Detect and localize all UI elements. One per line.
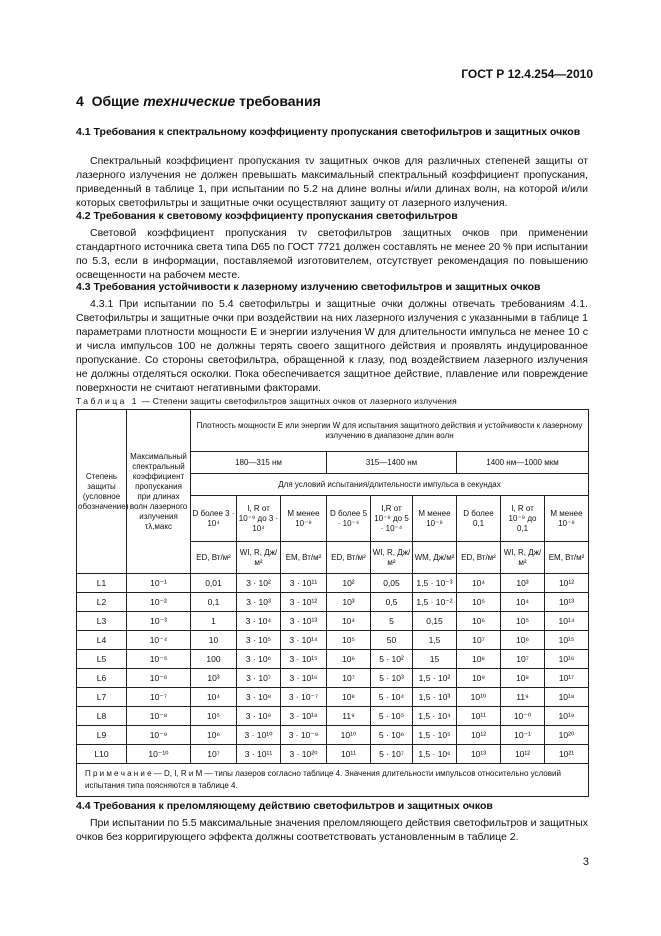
table-cell: 3 · 10¹³ [281, 612, 327, 631]
mode-cell: I, R от 10⁻⁹ до 0,1 [501, 496, 545, 542]
table-cell: 10¹⁵ [545, 631, 589, 650]
table-cell: 10⁻⁵ [127, 650, 191, 669]
table-cell: 11⁹ [327, 707, 371, 726]
table-cell: 3 · 10⁵ [237, 631, 281, 650]
table-cell: 10¹⁰ [327, 726, 371, 745]
table-caption-text: — Степени защиты светофильтров защитных очков от лазерного излучения [138, 396, 457, 406]
table-cell: 3 · 10¹⁰ [237, 726, 281, 745]
table-cell: 3 · 10⁻⁷ [281, 688, 327, 707]
table-cell: 10³ [327, 593, 371, 612]
table-cell: 1,5 [413, 631, 457, 650]
table-cell: 10⁻¹ [501, 726, 545, 745]
document-code: ГОСТ Р 12.4.254—2010 [461, 67, 593, 81]
table-cell: 5 [371, 612, 413, 631]
table-cell: 10¹¹ [457, 707, 501, 726]
unit-cell: WI, R, Дж/м² [237, 542, 281, 574]
mode-cell: D более 3 · 10⁴ [191, 496, 237, 542]
section-title-c: требования [239, 93, 321, 109]
unit-cell: ED, Вт/м² [191, 542, 237, 574]
table-cell: 10⁵ [501, 612, 545, 631]
row-degree-cell: L8 [77, 707, 127, 726]
table-cell: 3 · 10⁻⁹ [281, 726, 327, 745]
table-cell: 3 · 10² [237, 574, 281, 593]
section-title-a: Общие [91, 93, 140, 109]
table-cell: 10²⁰ [545, 726, 589, 745]
table-cell: 5 · 10⁷ [371, 745, 413, 764]
heading-4-1: 4.1 Требования к спектральному коэффициенту пропускания светофильтров и защитных очков [76, 126, 581, 138]
table-cell: 10¹² [545, 574, 589, 593]
unit-cell: EM, Вт/м² [545, 542, 589, 574]
unit-cell: ED, Вт/м² [327, 542, 371, 574]
header-max-transmission: Максимальный спектральный коэффициент пропускания при длинах волн лазерного излучения τλ,макс [127, 410, 191, 574]
table-cell: 10⁴ [191, 688, 237, 707]
table-cell: 10⁹ [457, 669, 501, 688]
table-cell: 10¹⁶ [545, 650, 589, 669]
table-cell: 10⁻⁴ [127, 631, 191, 650]
table-cell: 10²¹ [545, 745, 589, 764]
section-heading [76, 93, 321, 109]
heading-4-3: 4.3 Требования устойчивости к лазерному излучению светофильтров и защитных очков [76, 281, 541, 293]
paragraph-4-4: При испытании по 5.5 максимальные значения преломляющего действия светофильтров и защитных очков без корригирующего эффекта должны соответствовать установленным в таблице 2. [76, 817, 588, 843]
table-cell: 10⁴ [501, 593, 545, 612]
table-cell: 15 [413, 650, 457, 669]
table-cell: 10⁴ [457, 574, 501, 593]
table-cell: 10⁸ [457, 650, 501, 669]
table-cell: 5 · 10⁴ [371, 688, 413, 707]
table-cell: 10⁻⁶ [127, 669, 191, 688]
table-cell: 10⁶ [327, 650, 371, 669]
table-cell: 10⁷ [191, 745, 237, 764]
table-caption-label: Таблица 1 [76, 396, 139, 406]
heading-4-2: 4.2 Требования к световому коэффициенту пропускания светофильтров [76, 210, 458, 222]
table-cell: 10¹⁸ [545, 688, 589, 707]
table-cell: 0,15 [413, 612, 457, 631]
table-cell: 10¹² [457, 726, 501, 745]
table-cell: 10⁷ [327, 669, 371, 688]
table-cell: 10² [327, 574, 371, 593]
table-cell: 10¹³ [545, 593, 589, 612]
protection-degree-table [76, 409, 589, 797]
table-cell: 3 · 10¹⁸ [281, 707, 327, 726]
table-cell: 1 [191, 612, 237, 631]
table-cell: 3 · 10⁴ [237, 612, 281, 631]
table-row [77, 726, 589, 745]
table-cell: 0,01 [191, 574, 237, 593]
row-degree-cell: L5 [77, 650, 127, 669]
table-cell: 10⁸ [501, 669, 545, 688]
paragraph-4-3-1: 4.3.1 При испытании по 5.4 светофильтры и защитные очки должны отвечать требованиям 4.1. Светофильтры и защитные очки при воздействии на них лазерного излучения с указанными в таблице 1 параметрами плотности мощности E и энергии излучения W для длительности импульса не менее 10 с и числа импульсов 100 не должны терять своего защитного действия и проявлять индуцированное пропускание. Со стороны светофильтра, обращенной к глазу, под воздействием лазерного излучения не должны отделяться осколки. Пока обеспечивается защитное действие, плавление или повреждение поверхности не считают негативными факторами. [76, 298, 588, 394]
table-cell: 10⁶ [191, 726, 237, 745]
table-cell: 1,5 · 10⁴ [413, 707, 457, 726]
table-cell: 0,1 [191, 593, 237, 612]
row-degree-cell: L4 [77, 631, 127, 650]
table-cell: 10⁵ [191, 707, 237, 726]
table-cell: 10⁻¹⁰ [127, 745, 191, 764]
table-cell: 10⁻¹ [127, 574, 191, 593]
header-density: Плотность мощности E или энергии W для испытания защитного действия и устойчивости к лазерному излучению в диапазоне длин волн [191, 410, 589, 452]
table-cell: 10¹¹ [327, 745, 371, 764]
table-cell: 3 · 10¹² [281, 593, 327, 612]
section-title-b: технические [143, 93, 236, 109]
table-cell: 3 · 10¹⁶ [281, 669, 327, 688]
table-body [77, 574, 589, 764]
table-cell: 3 · 10¹¹ [237, 745, 281, 764]
range-ir: 1400 нм—1000 мкм [457, 452, 589, 474]
table-cell: 3 · 10⁹ [237, 707, 281, 726]
table-cell: 0,05 [371, 574, 413, 593]
table-cell: 10⁴ [327, 612, 371, 631]
table-cell: 10⁶ [501, 631, 545, 650]
paragraph-4-2: Световой коэффициент пропускания τν светофильтров защитных очков при применении стандартного источника света типа D65 по ГОСТ 7721 должен составлять не менее 20 % при испытании по 5.3, если в информации, поставляемой изготовителем, отсутствует рекомендация по повышению освещенности на рабочем месте. [76, 227, 588, 281]
table-cell: 5 · 10³ [371, 669, 413, 688]
table-cell: 5 · 10⁶ [371, 726, 413, 745]
table-cell: 5 · 10² [371, 650, 413, 669]
header-degree: Степень защиты (условное обозначение) [77, 410, 127, 574]
row-degree-cell: L3 [77, 612, 127, 631]
table-row [77, 650, 589, 669]
table-cell: 10⁷ [457, 631, 501, 650]
unit-cell: EM, Вт/м² [281, 542, 327, 574]
row-degree-cell: L9 [77, 726, 127, 745]
table-cell: 10¹⁰ [457, 688, 501, 707]
mode-cell: D более 0,1 [457, 496, 501, 542]
unit-cell: WI, R, Дж/м² [501, 542, 545, 574]
table-caption [76, 396, 457, 406]
table-row [77, 707, 589, 726]
table-cell: 3 · 10¹⁴ [281, 631, 327, 650]
table-cell: 10⁻⁰ [501, 707, 545, 726]
row-degree-cell: L10 [77, 745, 127, 764]
table-row [77, 688, 589, 707]
table-cell: 1,5 · 10⁶ [413, 745, 457, 764]
table-cell: 3 · 10¹¹ [281, 574, 327, 593]
table-cell: 10¹⁴ [545, 612, 589, 631]
table-cell: 10⁸ [327, 688, 371, 707]
table-cell: 3 · 10²⁰ [281, 745, 327, 764]
table-row [77, 593, 589, 612]
table-cell: 5 · 10⁵ [371, 707, 413, 726]
table-row [77, 745, 589, 764]
table-cell: 3 · 10⁶ [237, 650, 281, 669]
table-cell: 10³ [191, 669, 237, 688]
table-cell: 11⁹ [501, 688, 545, 707]
mode-cell: D более 5 · 10⁻⁴ [327, 496, 371, 542]
table-cell: 10⁵ [327, 631, 371, 650]
table-cell: 10⁵ [457, 593, 501, 612]
table-row [77, 631, 589, 650]
table-cell: 3 · 10³ [237, 593, 281, 612]
mode-cell: M менее 10⁻⁹ [545, 496, 589, 542]
mode-cell: I,R от 10⁻⁹ до 5 · 10⁻⁴ [371, 496, 413, 542]
mode-cell: M менее 10⁻⁹ [413, 496, 457, 542]
table-cell: 10⁻⁷ [127, 688, 191, 707]
table-cell: 10³ [501, 574, 545, 593]
table-cell: 10⁻⁸ [127, 707, 191, 726]
table-cell: 10⁻³ [127, 612, 191, 631]
unit-cell: WM, Дж/м² [413, 542, 457, 574]
paragraph-4-1: Спектральный коэффициент пропускания τν защитных очков для различных степеней защиты от лазерного излучения не должен превышать максимальный спектральный коэффициент пропускания, приведенный в таблице 1, при испытании по 5.2 на длине волны и/или длинах волн, на которой и/или которых светофильтры и защитные очки осуществляют защиту от лазерного излучения. [76, 155, 588, 209]
unit-cell: ED, Вт/м² [457, 542, 501, 574]
row-degree-cell: L6 [77, 669, 127, 688]
range-vis-nir: 315—1400 нм [327, 452, 457, 474]
table-note: П р и м е ч а н и е — D, I, R и M — типы лазеров согласно таблице 4. Значения длительности импульсов относительно условий испытания типа поясняются в таблице 4. [77, 764, 589, 797]
mode-cell: M менее 10⁻⁹ [281, 496, 327, 542]
table-cell: 3 · 10¹⁵ [281, 650, 327, 669]
table-cell: 10⁷ [501, 650, 545, 669]
table-cell: 10⁻⁹ [127, 726, 191, 745]
table-cell: 100 [191, 650, 237, 669]
row-degree-cell: L2 [77, 593, 127, 612]
table-cell: 10¹² [501, 745, 545, 764]
table-row [77, 612, 589, 631]
header-conditions: Для условий испытания/длительности импульса в секундах [191, 474, 589, 496]
section-number: 4 [76, 93, 84, 109]
table-cell: 10 [191, 631, 237, 650]
table-cell: 10¹⁹ [545, 707, 589, 726]
table-row [77, 669, 589, 688]
table-cell: 10⁶ [457, 612, 501, 631]
row-degree-cell: L1 [77, 574, 127, 593]
table-cell: 0,5 [371, 593, 413, 612]
table-cell: 1,5 · 10³ [413, 688, 457, 707]
table-cell: 10¹³ [457, 745, 501, 764]
row-degree-cell: L7 [77, 688, 127, 707]
table-cell: 1,5 · 10⁵ [413, 726, 457, 745]
table-cell: 1,5 · 10⁻² [413, 593, 457, 612]
table-cell: 50 [371, 631, 413, 650]
page-number: 3 [582, 856, 589, 868]
unit-cell: WI, R, Дж/м² [371, 542, 413, 574]
table-cell: 1,5 · 10⁻³ [413, 574, 457, 593]
table-cell: 3 · 10⁷ [237, 669, 281, 688]
table-cell: 1,5 · 10² [413, 669, 457, 688]
mode-cell: I, R от 10⁻⁹ до 3 · 10⁴ [237, 496, 281, 542]
table-cell: 10¹⁷ [545, 669, 589, 688]
table-cell: 10⁻² [127, 593, 191, 612]
table-cell: 3 · 10⁸ [237, 688, 281, 707]
heading-4-4: 4.4 Требования к преломляющему действию светофильтров и защитных очков [76, 800, 493, 812]
table-row [77, 574, 589, 593]
range-uv: 180—315 нм [191, 452, 327, 474]
